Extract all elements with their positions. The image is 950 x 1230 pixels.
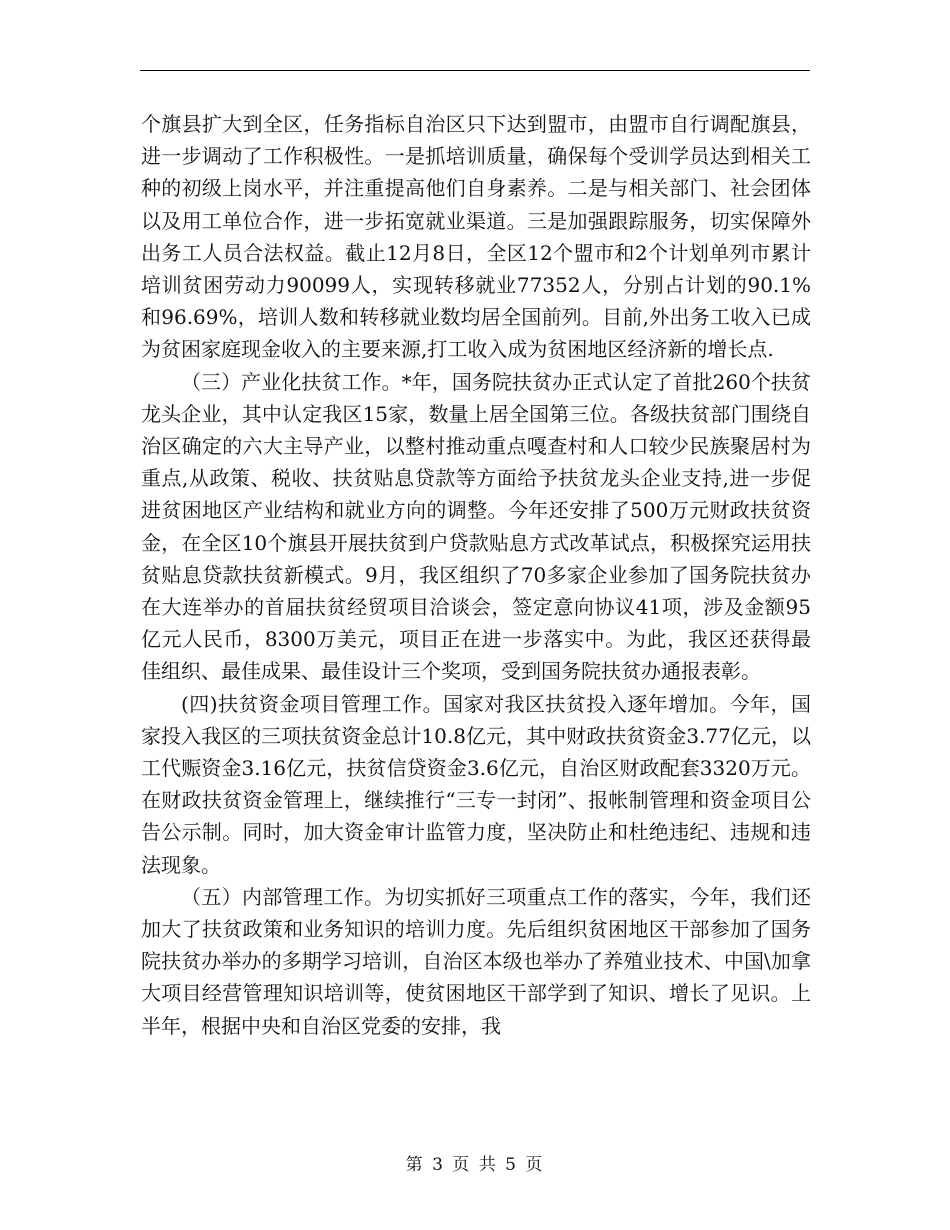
paragraph-3: (四)扶贫资金项目管理工作。国家对我区扶贫投入逐年增加。今年，国家投入我区的三项扶贫资金总计10.8亿元，其中财政扶贫资金3.77亿元，以工代赈资金3.16亿元，扶贫信贷资金3.6亿元，自治区财政配套3320万元。在财政扶贫资金管理上，继续推行“三专一封闭”、报帐制管理和资金项目公告公示制。同时，加大资金审计监管力度，坚决防止和杜绝违纪、违规和违法现象。 bbox=[141, 691, 811, 877]
page-number-footer: 第 3 页 共 5 页 bbox=[405, 1155, 545, 1175]
header-rule bbox=[140, 70, 810, 71]
paragraph-2: （三）产业化扶贫工作。*年，国务院扶贫办正式认定了首批260个扶贫龙头企业，其中认定我区15家，数量上居全国第三位。各级扶贫部门围绕自治区确定的六大主导产业，以整村推动重点嘎查村和人口较少民族聚居村为重点,从政策、税收、扶贫贴息贷款等方面给予扶贫龙头企业支持,进一步促进贫困地区产业结构和就业方向的调整。今年还安排了500万元财政扶贫资金，在全区10个旗县开展扶贫到户贷款贴息方式改革试点，积极探究运用扶贫贴息贷款扶贫新模式。9月，我区组织了70多家企业参加了国务院扶贫办在大连举办的首届扶贫经贸项目洽谈会，签定意向协议41项，涉及金额95亿元人民币，8300万美元，项目正在进一步落实中。为此，我区还获得最佳组织、最佳成果、最佳设计三个奖项，受到国务院扶贫办通报表彰。 bbox=[141, 369, 811, 684]
paragraph-1: 个旗县扩大到全区，任务指标自治区只下达到盟市，由盟市自行调配旗县，进一步调动了工作积极性。一是抓培训质量，确保每个受训学员达到相关工种的初级上岗水平，并注重提高他们自身素养。二是与相关部门、社会团体以及用工单位合作，进一步拓宽就业渠道。三是加强跟踪服务，切实保障外出务工人员合法权益。截止12月8日，全区12个盟市和2个计划单列市累计培训贫困劳动力90099人，实现转移就业77352人，分别占计划的90.1%和96.69%，培训人数和转移就业数均居全国前列。目前,外出务工收入已成为贫困家庭现金收入的主要来源,打工收入成为贫困地区经济新的增长点. bbox=[141, 112, 811, 362]
body-text bbox=[141, 108, 811, 1042]
paragraph-4: （五）内部管理工作。为切实抓好三项重点工作的落实，今年，我们还加大了扶贫政策和业务知识的培训力度。先后组织贫困地区干部参加了国务院扶贫办举办的多期学习培训，自治区本级也举办了养殖业技术、中国\加拿大项目经营管理知识培训等，使贫困地区干部学到了知识、增长了见识。上半年，根据中央和自治区党委的安排，我 bbox=[141, 884, 811, 1038]
